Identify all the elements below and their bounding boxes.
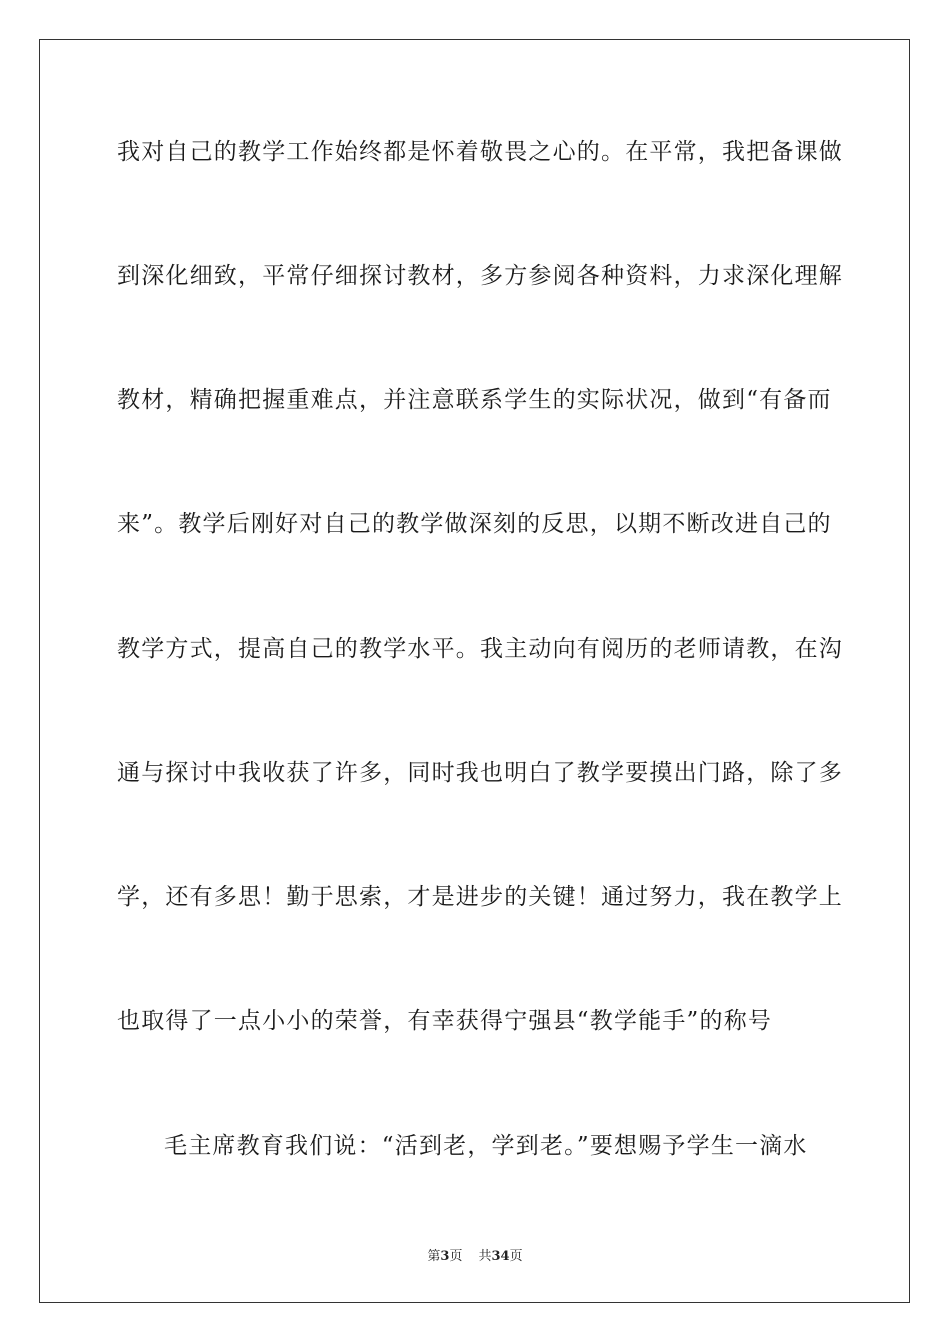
total-prefix: 共 bbox=[478, 1249, 492, 1264]
body-text-line: 通与探讨中我收获了许多，同时我也明白了教学要摸出门路，除了多 bbox=[117, 760, 843, 786]
total-suffix: 页 bbox=[509, 1249, 523, 1264]
body-text-line: 也取得了一点小小的荣誉，有幸获得宁强县“教学能手”的称号 bbox=[117, 1008, 773, 1034]
body-text-line: 教学方式，提高自己的教学水平。我主动向有阅历的老师请教，在沟 bbox=[117, 636, 843, 662]
page-border bbox=[39, 39, 910, 1303]
body-text-line: 来”。教学后刚好对自己的教学做深刻的反思，以期不断改进自己的 bbox=[117, 511, 832, 537]
body-text-line: 教材，精确把握重难点，并注意联系学生的实际状况，做到“有备而 bbox=[117, 387, 832, 413]
body-text-line: 到深化细致，平常仔细探讨教材，多方参阅各种资料，力求深化理解 bbox=[117, 263, 843, 289]
total-pages: 34 bbox=[491, 1249, 510, 1264]
page-suffix: 页 bbox=[449, 1249, 463, 1264]
body-text-line: 我对自己的教学工作始终都是怀着敬畏之心的。在平常，我把备课做 bbox=[117, 139, 843, 165]
body-text-line: 学，还有多思！勤于思索，才是进步的关键！通过努力，我在教学上 bbox=[117, 884, 843, 910]
paragraph-first-line: 毛主席教育我们说：“活到老，学到老。”要想赐予学生一滴水 bbox=[164, 1133, 808, 1159]
page-footer bbox=[0, 1248, 950, 1266]
page-number: 3 bbox=[440, 1249, 450, 1264]
page-prefix: 第 bbox=[427, 1249, 441, 1264]
